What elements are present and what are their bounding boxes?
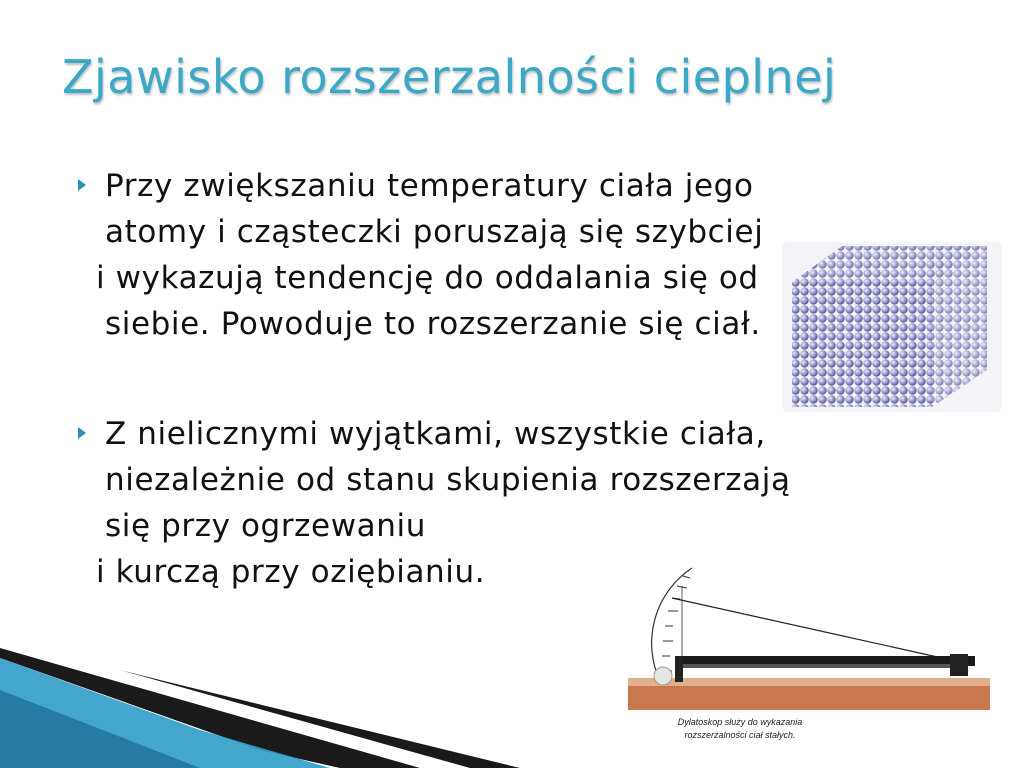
bullet-arrow-icon [78,427,86,439]
caption-line-1: Dylatoskop służy do wykazania [677,717,803,727]
bullet-2-line-2: niezależnie od stanu skupienia rozszerzają [105,462,791,498]
bullet-1-line-4: siebie. Powoduje to rozszerzanie się ciał. [105,306,761,342]
dilatoscope-image [620,556,1000,716]
bullet-arrow-icon [78,179,86,191]
bullet-1-line-1: Przy zwiększaniu temperatury ciała jego [105,168,754,204]
bullet-2-line-4: i kurczą przy oziębianiu. [96,554,486,590]
bullet-1-line-2: atomy i cząsteczki poruszają się szybciej [105,214,764,250]
bullet-2-line-3: się przy ogrzewaniu [105,508,426,544]
bullet-2-line-1: Z nielicznymi wyjątkami, wszystkie ciała, [105,416,766,452]
decorative-corner-stripes [0,600,520,768]
caption-line-2: rozszerzalności ciał stałych. [684,730,796,740]
atom-lattice-cube-image [782,242,1002,412]
slide-title: Zjawisko rozszerzalności cieplnej [62,50,837,104]
bullet-1-line-3: i wykazują tendencję do oddalania się od [96,260,759,296]
dilatoscope-caption [650,716,830,742]
